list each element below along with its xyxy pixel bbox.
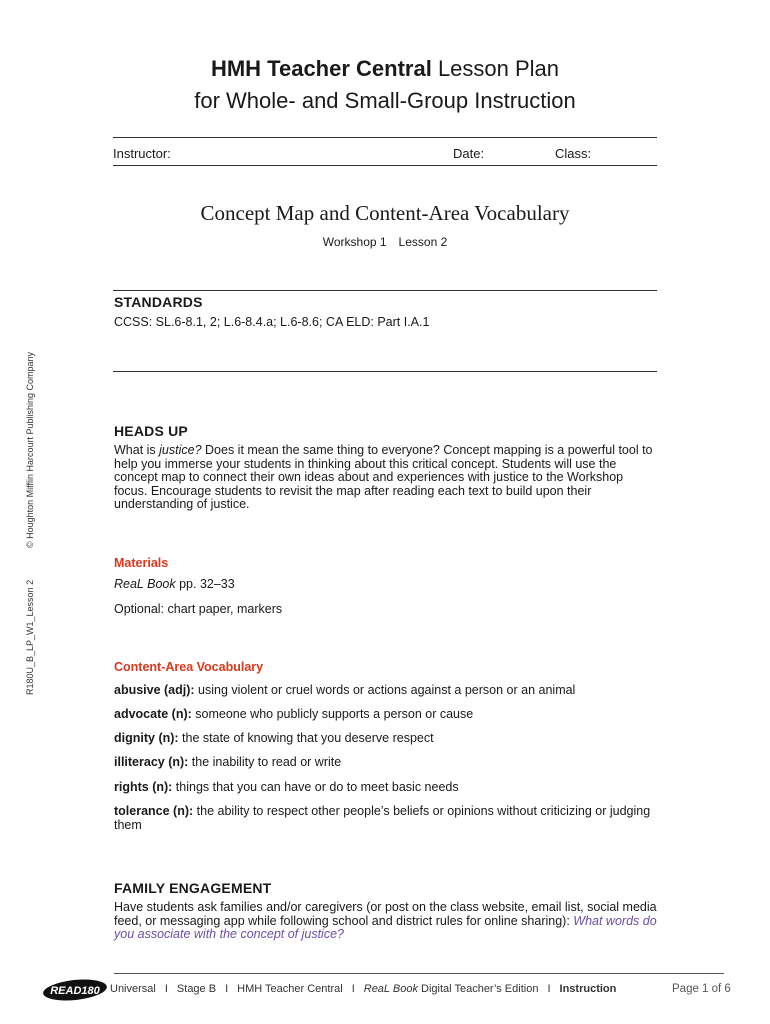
- vocab-definition: using violent or cruel words or actions against a person or an animal: [194, 683, 576, 697]
- read180-logo: [42, 977, 108, 1003]
- family-text-body: Have students ask families and/or caregivers (or post on the class website, email list, social media feed, or messaging app while following school and district rules for online sharing):: [114, 900, 657, 928]
- materials-book-title: ReaL Book: [114, 577, 176, 591]
- heads-up-text-b: Does it mean the same thing to everyone? Concept mapping is a powerful tool to help you immerse your students in thinking about this critical concept. Students will use the concept map to connect their own ideas about and experiences with justice to the Workshop focus. Encourage students to revisit the map after reading each text to build upon their understanding of justice.: [114, 443, 653, 511]
- divider-standards-bottom: [113, 371, 657, 372]
- vocab-term: rights (n):: [114, 780, 173, 794]
- vocab-item: [114, 781, 659, 795]
- materials-book-pages: pp. 32–33: [175, 577, 235, 591]
- heads-up-heading: HEADS UP: [114, 423, 188, 439]
- heads-up-text-a: What is: [114, 443, 160, 457]
- vocab-term: abusive (adj):: [114, 683, 195, 697]
- heads-up-text: [114, 444, 659, 512]
- footer-sep: I: [547, 983, 551, 995]
- divider-standards: [113, 290, 657, 291]
- materials-heading: Materials: [114, 556, 169, 570]
- footer-sep: I: [351, 983, 355, 995]
- divider-top: [113, 137, 657, 138]
- title-rest: Lesson Plan: [431, 56, 560, 81]
- vocab-item: [114, 756, 659, 770]
- date-label: Date:: [453, 146, 485, 161]
- vocab-definition: someone who publicly supports a person or cause: [191, 707, 474, 721]
- footer: [110, 983, 616, 995]
- footer-instruction: Instruction: [559, 983, 617, 995]
- lesson-label: Lesson 2: [398, 235, 448, 249]
- materials-optional: Optional: chart paper, markers: [114, 602, 283, 616]
- vocab-item: [114, 732, 659, 746]
- workshop-label: Workshop 1: [322, 235, 387, 249]
- family-text: [114, 901, 659, 942]
- lesson-title: Concept Map and Content-Area Vocabulary: [200, 201, 570, 225]
- footer-universal: Universal: [110, 983, 156, 995]
- family-question: What words do you associate with the concept of justice?: [114, 913, 657, 941]
- family-heading: FAMILY ENGAGEMENT: [114, 880, 272, 896]
- vocab-term: dignity (n):: [114, 731, 179, 745]
- vocab-definition: the inability to read or write: [188, 755, 342, 769]
- instructor-label: Instructor:: [113, 146, 171, 161]
- logo-text: READ180: [50, 985, 100, 997]
- page-number: Page 1 of 6: [672, 983, 731, 995]
- footer-edition: Digital Teacher’s Edition: [417, 983, 539, 995]
- copyright-side: © Houghton Mifflin Harcourt Publishing Company: [25, 351, 35, 548]
- vocab-term: illiteracy (n):: [114, 755, 189, 769]
- heads-up-italic: justice?: [159, 443, 202, 457]
- vocab-definition: the state of knowing that you deserve respect: [178, 731, 434, 745]
- page-subtitle: for Whole- and Small-Group Instruction: [194, 88, 576, 113]
- title-bold: HMH Teacher Central: [210, 56, 432, 81]
- footer-divider: [114, 973, 724, 974]
- vocab-definition: things that you can have or do to meet basic needs: [172, 780, 459, 794]
- vocab-term: tolerance (n):: [114, 804, 194, 818]
- lesson-subtitle: [0, 235, 770, 249]
- page-title: [0, 56, 770, 82]
- divider-instructor: [113, 165, 657, 166]
- vocab-item: [114, 708, 659, 722]
- vocab-item: [114, 805, 659, 832]
- vocab-definition: the ability to respect other people’s beliefs or opinions without criticizing or judging them: [114, 804, 651, 832]
- footer-central: HMH Teacher Central: [237, 983, 343, 995]
- footer-sep: I: [164, 983, 168, 995]
- class-label: Class:: [555, 146, 592, 161]
- file-code-side: R180U_B_LP_W1_Lesson 2: [25, 579, 35, 695]
- footer-real-book: ReaL Book: [363, 983, 418, 995]
- footer-sep: I: [225, 983, 229, 995]
- materials-book: [114, 578, 659, 592]
- standards-heading: STANDARDS: [114, 294, 203, 310]
- standards-text: CCSS: SL.6-8.1, 2; L.6-8.4.a; L.6-8.6; CA ELD: Part I.A.1: [114, 315, 430, 329]
- footer-stage: Stage B: [176, 983, 217, 995]
- vocab-term: advocate (n):: [114, 707, 192, 721]
- vocabulary-heading: Content-Area Vocabulary: [114, 660, 264, 674]
- vocab-item: [114, 684, 659, 698]
